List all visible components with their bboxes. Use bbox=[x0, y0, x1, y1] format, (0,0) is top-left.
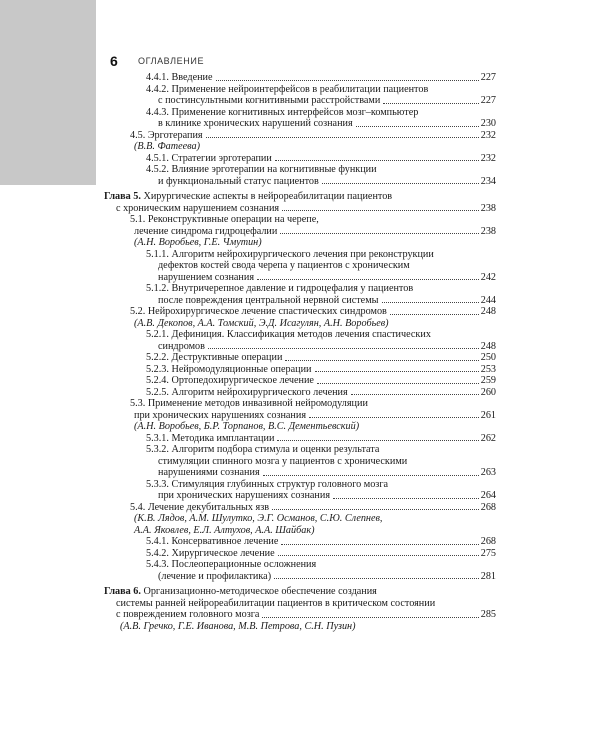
table-of-contents bbox=[104, 72, 496, 632]
toc-dot-leader bbox=[351, 393, 479, 395]
toc-entry-title: 4.4.3. Применение когнитивных интерфейсов мозг–компьютер bbox=[146, 106, 419, 118]
toc-line bbox=[104, 272, 496, 284]
toc-line bbox=[104, 444, 496, 456]
toc-entry-title: 5.3. Применение методов инвазивной нейромодуляции bbox=[130, 398, 368, 409]
toc-entry-title: 5.1. Реконструктивные операции на черепе, bbox=[130, 214, 319, 225]
toc-page-number: 264 bbox=[480, 490, 496, 501]
toc-entry-title: при хронических нарушениях сознания bbox=[158, 490, 331, 501]
toc-entry-title: лечение синдрома гидроцефалии bbox=[134, 225, 278, 237]
toc-dot-leader bbox=[277, 439, 478, 441]
toc-line bbox=[104, 237, 496, 249]
toc-dot-leader bbox=[390, 313, 479, 315]
toc-authors: (А.Н. Воробьев, Б.Р. Торпанов, В.С. Дементьевский) bbox=[134, 421, 360, 432]
toc-line bbox=[104, 513, 496, 525]
toc-page-number: 268 bbox=[480, 536, 496, 547]
toc-line bbox=[104, 141, 496, 153]
toc-line bbox=[104, 341, 496, 353]
toc-dot-leader bbox=[280, 232, 478, 234]
toc-page-number: 234 bbox=[480, 175, 496, 187]
toc-entry-title: 5.2.3. Нейромодуляционные операции bbox=[146, 363, 312, 375]
toc-line bbox=[104, 410, 496, 422]
toc-entry-title: 5.4.2. Хирургическое лечение bbox=[146, 547, 275, 559]
toc-entry-title: стимуляции спинного мозга у пациентов с хроническими bbox=[158, 455, 408, 467]
toc-entry-title: и функциональный статус пациентов bbox=[158, 175, 319, 187]
toc-page-number: 260 bbox=[480, 386, 496, 398]
toc-line bbox=[104, 329, 496, 341]
toc-dot-leader bbox=[274, 577, 479, 579]
toc-dot-leader bbox=[285, 359, 478, 361]
toc-dot-leader bbox=[333, 497, 479, 499]
toc-page-number: 238 bbox=[480, 202, 496, 214]
toc-entry-title: 4.5.1. Стратегии эрготерапии bbox=[146, 152, 272, 164]
toc-line bbox=[104, 84, 496, 96]
margin-gray-block bbox=[0, 0, 96, 185]
toc-dot-leader bbox=[262, 616, 478, 618]
toc-entry-title: 5.2.1. Дефиниция. Классификация методов лечения спастических bbox=[146, 329, 431, 340]
toc-authors: А.А. Яковлев, Е.Л. Алтухов, А.А. Шайбак) bbox=[134, 524, 315, 536]
toc-entry-title: с повреждением головного мозга bbox=[116, 609, 260, 620]
toc-entry-title: 5.2. Нейрохирургическое лечение спастических синдромов bbox=[130, 306, 387, 317]
toc-dot-leader bbox=[272, 508, 479, 510]
toc-line bbox=[104, 490, 496, 502]
toc-line bbox=[104, 153, 496, 165]
toc-line bbox=[104, 536, 496, 548]
toc-line bbox=[104, 191, 496, 203]
toc-entry-title: 5.2.4. Ортопедохирургическое лечение bbox=[146, 375, 314, 386]
toc-dot-leader bbox=[257, 278, 479, 280]
toc-line bbox=[104, 364, 496, 376]
toc-line bbox=[104, 164, 496, 176]
toc-page-number: 281 bbox=[480, 570, 496, 582]
toc-page-number: 285 bbox=[480, 609, 496, 620]
toc-line bbox=[104, 295, 496, 307]
toc-dot-leader bbox=[383, 102, 478, 104]
toc-authors: (К.В. Лядов, А.М. Шулутко, Э.Г. Османов, С.Ю. Слепнев, bbox=[134, 513, 383, 524]
toc-page-number: 262 bbox=[480, 432, 496, 444]
toc-line bbox=[104, 130, 496, 142]
toc-authors: (А.В. Декопов, А.А. Томский, Э.Д. Исагулян, А.Н. Воробьев) bbox=[134, 317, 389, 329]
toc-chapter-label: Глава 6. bbox=[104, 586, 141, 597]
toc-line bbox=[104, 306, 496, 318]
toc-line bbox=[104, 375, 496, 387]
toc-line bbox=[104, 609, 496, 621]
toc-line bbox=[104, 203, 496, 215]
toc-line bbox=[104, 467, 496, 479]
toc-entry-title: в клинике хронических нарушений сознания bbox=[158, 118, 353, 129]
toc-dot-leader bbox=[263, 474, 479, 476]
toc-line bbox=[104, 283, 496, 295]
toc-line bbox=[104, 107, 496, 119]
toc-dot-leader bbox=[206, 136, 479, 138]
toc-line bbox=[104, 387, 496, 399]
toc-line bbox=[104, 598, 496, 610]
toc-entry-title: 5.1.1. Алгоритм нейрохирургического лечения при реконструкции bbox=[146, 248, 434, 260]
toc-dot-leader bbox=[315, 370, 479, 372]
toc-page-number: 244 bbox=[480, 294, 496, 306]
toc-entry-title: с хроническим нарушением сознания bbox=[116, 202, 280, 214]
toc-entry-title: (лечение и профилактика) bbox=[158, 570, 272, 582]
toc-entry-title: 5.2.2. Деструктивные операции bbox=[146, 352, 283, 363]
toc-line bbox=[104, 479, 496, 491]
toc-dot-leader bbox=[382, 301, 479, 303]
toc-entry-title: Хирургические аспекты в нейрореабилитации пациентов bbox=[140, 191, 393, 202]
toc-dot-leader bbox=[278, 554, 479, 556]
toc-entry-title: после повреждения центральной нервной системы bbox=[158, 294, 379, 306]
toc-dot-leader bbox=[281, 543, 478, 545]
toc-line bbox=[104, 260, 496, 272]
toc-entry-title: 4.4.1. Введение bbox=[146, 72, 213, 83]
toc-page-number: 263 bbox=[480, 467, 496, 478]
toc-page-number: 227 bbox=[480, 72, 496, 83]
toc-page-number: 261 bbox=[480, 409, 496, 421]
toc-entry-title: 4.5.2. Влияние эрготерапии на когнитивные функции bbox=[146, 164, 377, 175]
toc-authors: (А.Н. Воробьев, Г.Е. Чмутин) bbox=[134, 237, 262, 248]
toc-page-number: 238 bbox=[480, 225, 496, 237]
toc-line bbox=[104, 176, 496, 188]
toc-page-number: 268 bbox=[480, 501, 496, 513]
toc-line bbox=[104, 72, 496, 84]
toc-line bbox=[104, 621, 496, 633]
toc-page-number: 232 bbox=[480, 129, 496, 141]
toc-dot-leader bbox=[356, 125, 479, 127]
toc-dot-leader bbox=[216, 79, 479, 81]
toc-entry-title: 5.4.1. Консервативное лечение bbox=[146, 536, 279, 547]
toc-entry-title: 5.3.3. Стимуляция глубинных структур головного мозга bbox=[146, 478, 389, 490]
toc-page-number: 250 bbox=[480, 352, 496, 363]
toc-entry-title: 5.3.1. Методика имплантации bbox=[146, 432, 275, 444]
toc-dot-leader bbox=[282, 209, 479, 211]
toc-entry-title: 5.2.5. Алгоритм нейрохирургического лечения bbox=[146, 386, 348, 398]
toc-line bbox=[104, 525, 496, 537]
running-head: ОГЛАВЛЕНИЕ bbox=[138, 56, 205, 66]
toc-entry-title: синдромов bbox=[158, 340, 205, 352]
toc-page-number: 232 bbox=[480, 152, 496, 164]
toc-entry-title: 4.4.2. Применение нейроинтерфейсов в реабилитации пациентов bbox=[146, 83, 429, 95]
toc-dot-leader bbox=[275, 159, 479, 161]
toc-entry-title: нарушением сознания bbox=[158, 271, 255, 283]
toc-dot-leader bbox=[208, 347, 479, 349]
toc-line bbox=[104, 226, 496, 238]
toc-page-number: 275 bbox=[480, 547, 496, 559]
toc-line bbox=[104, 571, 496, 583]
toc-dot-leader bbox=[309, 416, 479, 418]
toc-line bbox=[104, 421, 496, 433]
toc-line bbox=[104, 559, 496, 571]
toc-line bbox=[104, 502, 496, 514]
toc-entry-title: нарушениями сознания bbox=[158, 467, 260, 478]
page-number: 6 bbox=[110, 53, 118, 69]
toc-entry-title: при хронических нарушениях сознания bbox=[134, 409, 307, 421]
toc-line bbox=[104, 398, 496, 410]
toc-chapter-label: Глава 5. bbox=[104, 191, 141, 202]
toc-page-number: 248 bbox=[480, 340, 496, 352]
toc-entry-title: с постинсультными когнитивными расстройствами bbox=[158, 95, 381, 106]
toc-page-number: 259 bbox=[480, 375, 496, 386]
toc-entry-title: 5.4.3. Послеоперационные осложнения bbox=[146, 559, 317, 570]
toc-page-number: 253 bbox=[480, 363, 496, 375]
toc-line bbox=[104, 456, 496, 468]
toc-entry-title: 4.5. Эрготерапия bbox=[130, 129, 203, 141]
toc-dot-leader bbox=[322, 182, 479, 184]
toc-line bbox=[104, 249, 496, 261]
toc-line bbox=[104, 352, 496, 364]
toc-dot-leader bbox=[317, 382, 479, 384]
toc-page-number: 227 bbox=[480, 95, 496, 106]
toc-line bbox=[104, 433, 496, 445]
toc-entry-title: Организационно-методическое обеспечение создания bbox=[140, 586, 377, 597]
toc-page-number: 230 bbox=[480, 118, 496, 129]
toc-entry-title: дефектов костей свода черепа у пациентов с хроническим bbox=[158, 260, 410, 271]
toc-line bbox=[104, 214, 496, 226]
toc-entry-title: 5.3.2. Алгоритм подбора стимула и оценки результата bbox=[146, 444, 380, 455]
toc-entry-title: системы ранней нейрореабилитации пациентов в критическом состоянии bbox=[116, 597, 436, 609]
toc-line bbox=[104, 95, 496, 107]
toc-authors: (В.В. Фатеева) bbox=[134, 141, 201, 152]
toc-page-number: 248 bbox=[480, 306, 496, 317]
toc-entry-title: 5.1.2. Внутричерепное давление и гидроцефалия у пациентов bbox=[146, 283, 414, 294]
toc-line bbox=[104, 318, 496, 330]
toc-line bbox=[104, 548, 496, 560]
toc-authors: (А.В. Гречко, Г.Е. Иванова, М.В. Петрова, С.Н. Пузин) bbox=[120, 620, 356, 632]
toc-page-number: 242 bbox=[480, 271, 496, 283]
toc-entry-title: 5.4. Лечение декубитальных язв bbox=[130, 501, 270, 513]
toc-line bbox=[104, 118, 496, 130]
toc-line bbox=[104, 586, 496, 598]
